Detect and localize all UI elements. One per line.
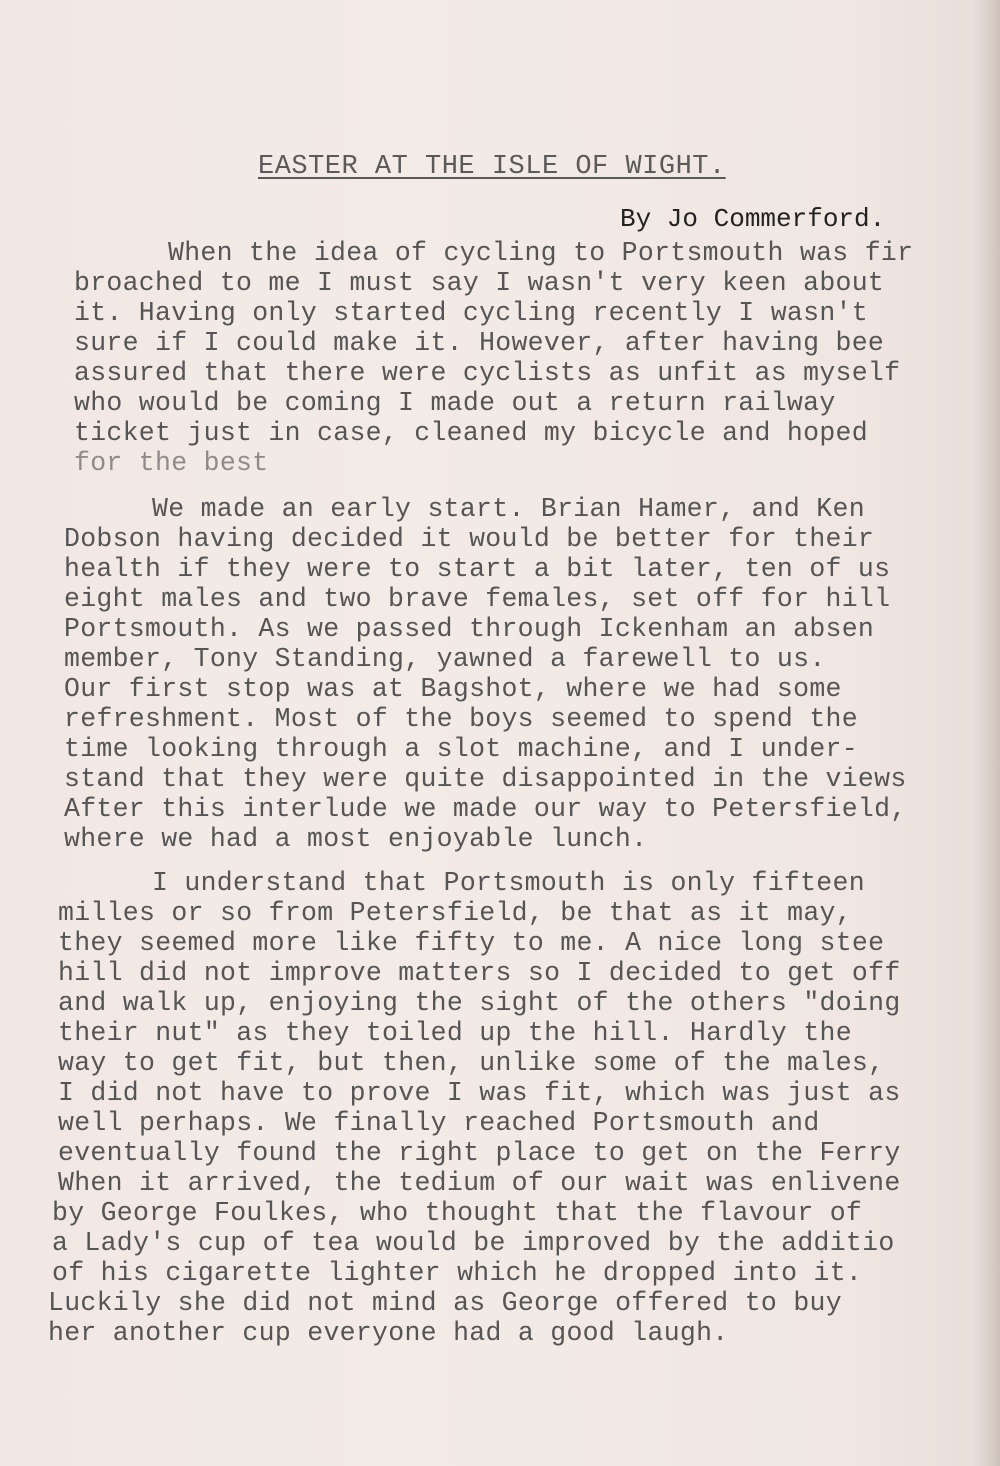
text-line: her another cup everyone had a good laugh. — [48, 1318, 729, 1348]
text-line: When the idea of cycling to Portsmouth was fir — [168, 238, 914, 268]
text-line: ticket just in case, cleaned my bicycle and hoped — [74, 418, 868, 448]
article-title: EASTER AT THE ISLE OF WIGHT. — [258, 152, 726, 182]
text-line: broached to me I must say I wasn't very keen about — [74, 268, 885, 298]
text-line: We made an early start. Brian Hamer, and Ken — [152, 494, 865, 524]
text-line: it. Having only started cycling recently I wasn't — [74, 298, 868, 328]
text-line: well perhaps. We finally reached Portsmouth and — [58, 1108, 820, 1138]
text-line: I understand that Portsmouth is only fifteen — [152, 868, 865, 898]
text-line: their nut" as they toiled up the hill. Hardly the — [58, 1018, 852, 1048]
text-line: they seemed more like fifty to me. A nice long stee — [58, 928, 885, 958]
text-line: Portsmouth. As we passed through Ickenham an absen — [64, 614, 875, 644]
text-line: sure if I could make it. However, after having bee — [74, 328, 885, 358]
text-line: stand that they were quite disappointed in the views — [64, 764, 907, 794]
text-line: Our first stop was at Bagshot, where we had some — [64, 674, 842, 704]
text-line: milles or so from Petersfield, be that as it may, — [58, 898, 852, 928]
text-line: member, Tony Standing, yawned a farewell to us. — [64, 644, 826, 674]
text-line: I did not have to prove I was fit, which was just as — [58, 1078, 901, 1108]
text-line: Dobson having decided it would be better for their — [64, 524, 875, 554]
text-line: time looking through a slot machine, and I under- — [64, 734, 858, 764]
text-line: for the best — [74, 448, 269, 478]
author-byline: By Jo Commerford. — [620, 204, 886, 234]
text-line: who would be coming I made out a return railway — [74, 388, 836, 418]
text-line: where we had a most enjoyable lunch. — [64, 824, 648, 854]
text-line: eight males and two brave females, set off for hill — [64, 584, 891, 614]
text-line: of his cigarette lighter which he dropped into it. — [52, 1258, 863, 1288]
text-line: Luckily she did not mind as George offered to buy — [48, 1288, 842, 1318]
text-line: way to get fit, but then, unlike some of the males, — [58, 1048, 885, 1078]
text-line: After this interlude we made our way to Petersfield, — [64, 794, 907, 824]
text-line: eventually found the right place to get on the Ferry — [58, 1138, 901, 1168]
text-line: by George Foulkes, who thought that the flavour of — [52, 1198, 863, 1228]
text-line: a Lady's cup of tea would be improved by the additio — [52, 1228, 895, 1258]
text-line: and walk up, enjoying the sight of the others "doing — [58, 988, 901, 1018]
text-line: health if they were to start a bit later, ten of us — [64, 554, 891, 584]
text-line: hill did not improve matters so I decided to get off — [58, 958, 901, 988]
text-line: When it arrived, the tedium of our wait was enlivene — [58, 1168, 901, 1198]
text-line: assured that there were cyclists as unfit as myself — [74, 358, 901, 388]
text-line: refreshment. Most of the boys seemed to spend the — [64, 704, 858, 734]
